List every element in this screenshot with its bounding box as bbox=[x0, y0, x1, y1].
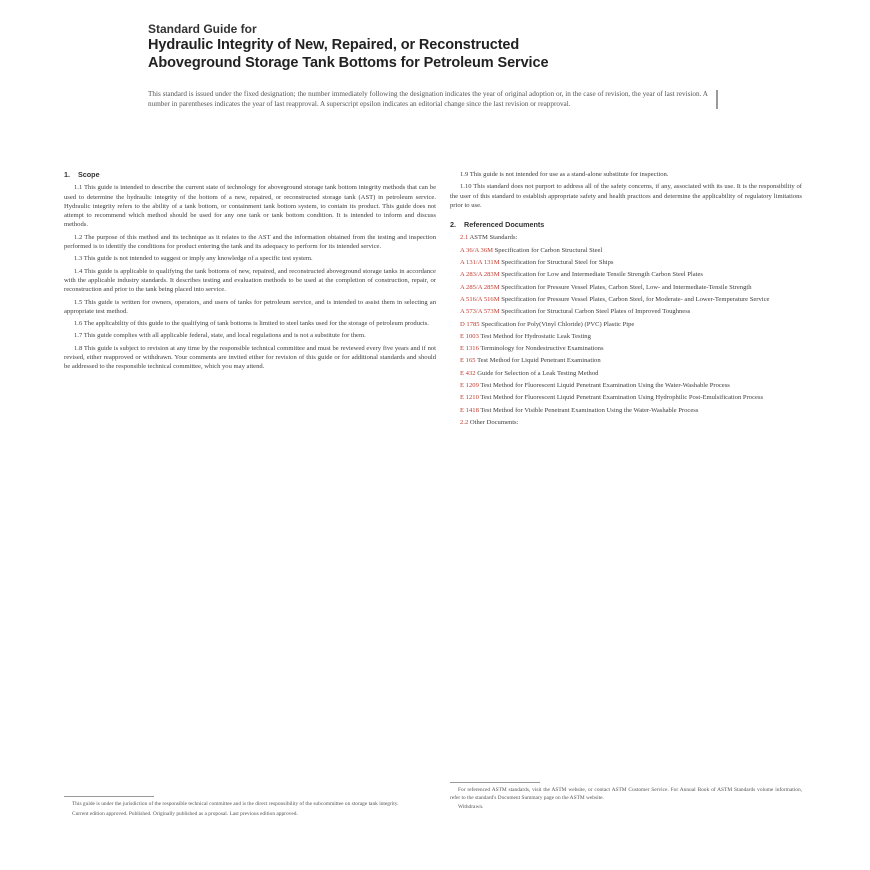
reference-link[interactable]: E 432 bbox=[460, 369, 476, 377]
reference-title: ASTM Standards: bbox=[469, 234, 518, 242]
scope-paragraph: 1.8 This guide is subject to revision at any time by the responsible technical committee and must be reviewed every five years and if not revised, either reapproved or withdrawn. Your comments are invited either for revision of this guide or for additional standards and should be addressed to the responsible technical committee, which you may attend. bbox=[64, 344, 436, 371]
reference-link[interactable]: E 1210 bbox=[460, 394, 479, 402]
reference-item bbox=[450, 295, 802, 304]
standard-kicker: Standard Guide for bbox=[148, 22, 257, 36]
reference-item bbox=[450, 233, 802, 242]
reference-item bbox=[450, 393, 802, 402]
section-1-heading bbox=[64, 170, 436, 179]
reference-title: Test Method for Fluorescent Liquid Penetrant Examination Using Hydrophilic Post-Emulsification Process bbox=[480, 394, 764, 402]
footnote: Withdrawn. bbox=[458, 804, 484, 811]
reference-link[interactable]: A 36/A 36M bbox=[460, 246, 493, 254]
scope-paragraph: 1.9 This guide is not intended for use as a stand-alone substitute for inspection. bbox=[460, 171, 669, 178]
reference-title: Guide for Selection of a Leak Testing Method bbox=[477, 369, 599, 377]
footnote-divider bbox=[450, 782, 540, 783]
scope-paragraph: 1.7 This guide complies with all applicable federal, state, and local regulations and is not a substitute for them. bbox=[74, 332, 366, 340]
footnote: For referenced ASTM standards, visit the ASTM website, or contact ASTM Customer Service. For Annual Book of ASTM Standards volume information, refer to the standard's Document Summary page on the ASTM website. bbox=[450, 787, 802, 801]
reference-link[interactable]: A 283/A 283M bbox=[460, 271, 500, 279]
section-2-heading bbox=[450, 220, 802, 229]
scope-paragraph: 1.6 The applicability of this guide to the qualifying of tank bottoms is limited to steel tanks used for the storage of petroleum products. bbox=[74, 320, 429, 328]
reference-link[interactable]: A 573/A 573M bbox=[460, 308, 500, 316]
reference-link[interactable]: D 1785 bbox=[460, 320, 480, 328]
reference-title: Test Method for Liquid Penetrant Examination bbox=[477, 357, 601, 365]
reference-title: Specification for Poly(Vinyl Chloride) (PVC) Plastic Pipe bbox=[481, 320, 635, 328]
designation-note: This standard is issued under the fixed designation; the number immediately following the designation indicates the year of original adoption or, in the case of revision, the year of last revision. A number in parentheses indicates the year of last reapproval. A superscript epsilon indicates an editorial change since the last revision or reapproval. bbox=[148, 90, 718, 109]
footnote: This guide is under the jurisdiction of the responsible technical committee and is the direct responsibility of the subcommittee on storage tank integrity. bbox=[72, 801, 399, 807]
reference-link[interactable]: A 516/A 516M bbox=[460, 295, 500, 303]
referenced-documents-list bbox=[450, 233, 802, 427]
reference-title: Specification for Pressure Vessel Plates, Carbon Steel, for Moderate- and Lower-Temperature Service bbox=[501, 295, 770, 303]
scope-paragraph: 1.5 This guide is written for owners, operators, and users of tanks for petroleum service, and is intended to assist them in selecting an appropriate test method. bbox=[64, 298, 436, 315]
section-number: 2. bbox=[450, 220, 456, 230]
scope-paragraph: 1.10 This standard does not purport to address all of the safety concerns, if any, associated with its use. It is the responsibility of the user of this standard to establish appropriate safety and health practices and determine the applicability of regulatory limitations prior to use. bbox=[450, 183, 802, 209]
right-column bbox=[450, 170, 802, 430]
reference-link[interactable]: E 1209 bbox=[460, 382, 479, 390]
reference-link[interactable]: E 1418 bbox=[460, 406, 479, 414]
section-title: Scope bbox=[78, 170, 100, 179]
reference-item bbox=[450, 258, 802, 267]
reference-link[interactable]: A 131/A 131M bbox=[460, 259, 500, 267]
reference-link[interactable]: 2.2 bbox=[460, 418, 469, 426]
reference-item bbox=[450, 344, 802, 353]
section-title: Referenced Documents bbox=[464, 220, 545, 230]
reference-title: Other Documents: bbox=[469, 418, 519, 426]
reference-title: Specification for Pressure Vessel Plates, Carbon Steel, Low- and Intermediate-Tensile Strength bbox=[501, 283, 752, 291]
reference-title: Terminology for Nondestructive Examinations bbox=[480, 345, 604, 353]
footnotes-right bbox=[450, 782, 802, 814]
reference-item bbox=[450, 246, 802, 255]
reference-item bbox=[450, 381, 802, 390]
reference-item bbox=[450, 356, 802, 365]
reference-title: Specification for Low and Intermediate Tensile Strength Carbon Steel Plates bbox=[501, 271, 703, 279]
document-header bbox=[148, 22, 728, 109]
footnote: Current edition approved. Published. Originally published as a proposal. Last previous edition approved. bbox=[72, 810, 298, 817]
section-number: 1. bbox=[64, 170, 70, 179]
scope-paragraph: 1.1 This guide is intended to describe the current state of technology for aboveground storage tank bottom integrity methods that can be used to determine the hydraulic integrity of the bottom of a new, repaired, or reconstructed storage tank (AST) in petroleum service. Hydraulic integrity refers to the ability of a tank bottom, or containment tank bottom system, to contain its product. This guide does not attempt to recommend which method should be used for any one tank or tank bottom condition. It is intended to inform and discuss methods. bbox=[64, 184, 436, 229]
reference-item bbox=[450, 307, 802, 316]
scope-paragraph: 1.2 The purpose of this method and its technique as it relates to the AST and the information obtained from the testing and inspection performed is to identify the conditions for product entering the tank and its adequacy to perform for its intended service. bbox=[64, 233, 436, 251]
reference-item bbox=[450, 283, 802, 292]
reference-title: Test Method for Fluorescent Liquid Penetrant Examination Using the Water-Washable Process bbox=[480, 382, 730, 390]
reference-title: Specification for Structural Steel for Ships bbox=[501, 259, 614, 267]
reference-item bbox=[450, 320, 802, 329]
standard-title-line-2: Aboveground Storage Tank Bottoms for Petroleum Service bbox=[148, 55, 549, 71]
standard-title-line-1: Hydraulic Integrity of New, Repaired, or Reconstructed bbox=[148, 37, 520, 53]
footnote-divider bbox=[64, 796, 154, 797]
reference-link[interactable]: 2.1 bbox=[460, 234, 469, 242]
reference-item bbox=[450, 270, 802, 279]
reference-link[interactable]: E 1003 bbox=[460, 332, 479, 340]
reference-link[interactable]: E 1316 bbox=[460, 345, 479, 353]
left-column bbox=[64, 170, 436, 375]
reference-title: Specification for Carbon Structural Steel bbox=[494, 246, 603, 254]
reference-item bbox=[450, 332, 802, 341]
footnotes-left bbox=[64, 796, 436, 820]
reference-item bbox=[450, 406, 802, 415]
reference-link[interactable]: E 165 bbox=[460, 357, 476, 365]
reference-title: Test Method for Hydrostatic Leak Testing bbox=[480, 332, 591, 340]
reference-title: Test Method for Visible Penetrant Examination Using the Water-Washable Process bbox=[480, 406, 699, 414]
reference-item bbox=[450, 418, 802, 427]
reference-title: Specification for Structural Carbon Steel Plates of Improved Toughness bbox=[501, 308, 691, 316]
reference-link[interactable]: A 285/A 285M bbox=[460, 283, 500, 291]
scope-paragraph: 1.4 This guide is applicable to qualifying the tank bottoms of new, repaired, and reconstructed aboveground storage tanks in accordance with the applicable industry standards. It describes testing and evaluation methods to be used at the completion of construction, repair, or reconstruction and prior to the tank being placed into service. bbox=[64, 267, 436, 294]
reference-item bbox=[450, 369, 802, 378]
scope-paragraph: 1.3 This guide is not intended to suggest or imply any knowledge of a specific test system. bbox=[74, 255, 313, 263]
